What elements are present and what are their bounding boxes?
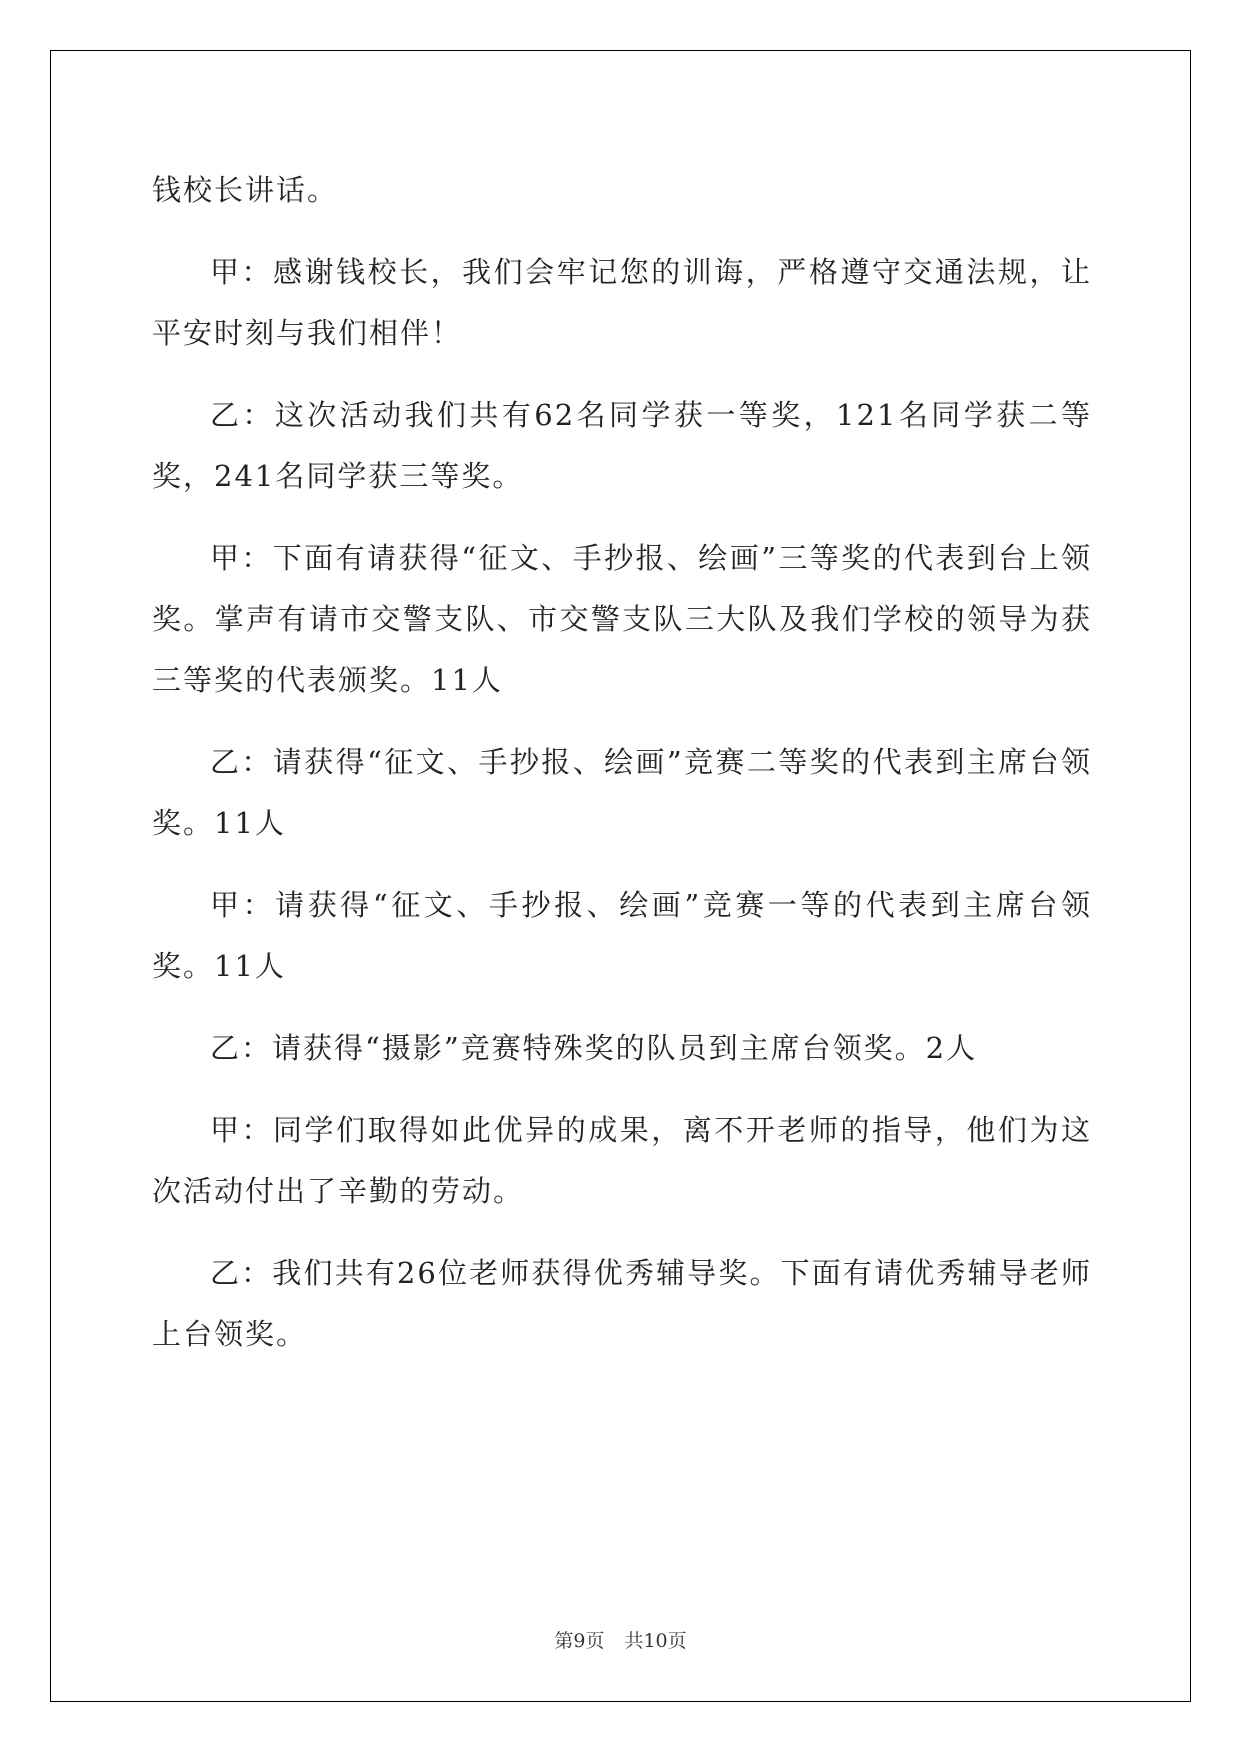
paragraph-5: 乙：请获得“征文、手抄报、绘画”竞赛二等奖的代表到主席台领奖。11人 [152,745,1092,840]
page-footer [0,1626,1241,1653]
paragraph-4: 甲：下面有请获得“征文、手抄报、绘画”三等奖的代表到台上领奖。掌声有请市交警支队、市交警支队三大队及我们学校的领导为获三等奖的代表颁奖。11人 [152,541,1092,697]
page-total: 共10页 [624,1630,687,1652]
paragraph-7: 乙：请获得“摄影”竞赛特殊奖的队员到主席台领奖。2人 [210,1031,978,1065]
document-body [152,160,1092,1386]
paragraph-2: 甲：感谢钱校长，我们会牢记您的训诲，严格遵守交通法规，让平安时刻与我们相伴！ [152,255,1092,350]
paragraph-1: 钱校长讲话。 [152,173,339,207]
paragraph-9: 乙：我们共有26位老师获得优秀辅导奖。下面有请优秀辅导老师上台领奖。 [152,1256,1092,1351]
page-number: 第9页 [554,1630,605,1652]
paragraph-8: 甲：同学们取得如此优异的成果，离不开老师的指导，他们为这次活动付出了辛勤的劳动。 [152,1113,1092,1208]
paragraph-3: 乙：这次活动我们共有62名同学获一等奖，121名同学获二等奖，241名同学获三等奖。 [152,398,1092,493]
paragraph-6: 甲：请获得“征文、手抄报、绘画”竞赛一等的代表到主席台领奖。11人 [152,888,1092,983]
